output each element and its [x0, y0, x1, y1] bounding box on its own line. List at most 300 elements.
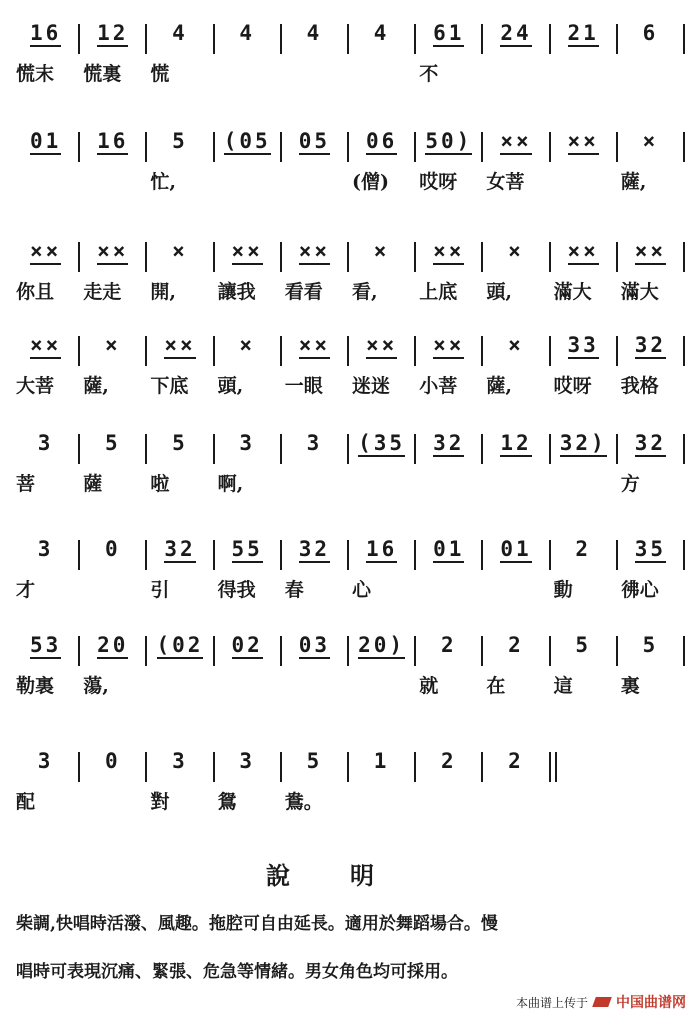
measure-notes: 3	[37, 537, 54, 561]
bar-line	[414, 434, 416, 464]
measure	[81, 130, 144, 164]
bar-line	[145, 132, 147, 162]
measure	[417, 538, 480, 572]
measure-notes: ××	[567, 129, 599, 153]
measure-notes: 4	[306, 21, 323, 45]
lyric-syllable: 方	[620, 473, 640, 495]
measure-notes: 20)	[358, 633, 406, 657]
bar-line	[347, 242, 349, 272]
measure	[552, 334, 615, 368]
bar-line	[481, 540, 483, 570]
measure-notes: ×	[642, 129, 659, 153]
measure	[619, 634, 682, 668]
lyric-syllable: 看,	[352, 281, 378, 303]
bar-line	[481, 434, 483, 464]
measure-notes: 0	[104, 537, 121, 561]
lyric-syllable: 你且	[16, 281, 55, 303]
bar-line	[78, 242, 80, 272]
measure-notes: 35	[634, 537, 667, 561]
measure	[552, 634, 615, 668]
measure-notes: 3	[172, 749, 188, 773]
lyric-syllable: 忙,	[150, 171, 177, 193]
bar-line	[616, 434, 618, 464]
measure-notes: 12	[97, 21, 129, 45]
measure	[484, 22, 547, 56]
lyric-syllable: 配	[16, 791, 36, 813]
measure	[14, 538, 77, 572]
measure-notes: ××	[97, 239, 129, 263]
bar-line	[616, 540, 618, 570]
measure	[552, 432, 615, 466]
lyrics-row	[14, 166, 694, 200]
measure-notes: 2	[575, 537, 592, 561]
measure	[148, 334, 211, 368]
measure-notes: 32	[634, 333, 667, 357]
bar-line	[481, 24, 483, 54]
measure-notes: ×	[104, 333, 121, 357]
lyric-syllable: 不	[419, 63, 439, 85]
bar-line	[549, 336, 551, 366]
measure	[350, 22, 413, 56]
measure	[350, 750, 413, 784]
measure-notes: 2	[508, 633, 524, 657]
measure	[14, 750, 77, 784]
lyric-syllable: 上底	[419, 281, 458, 303]
bar-line	[549, 752, 551, 782]
measure	[81, 538, 144, 572]
measure	[14, 634, 77, 668]
measure	[283, 22, 346, 56]
lyric-syllable: (僧)	[352, 171, 389, 193]
lyric-syllable: 蕩,	[83, 675, 109, 697]
measure-notes: 0	[104, 749, 121, 773]
lyrics-row	[14, 276, 694, 310]
measure-notes: 32)	[559, 431, 607, 455]
measure	[148, 432, 211, 466]
measure	[619, 538, 682, 572]
measure-notes: 61	[433, 21, 465, 45]
bar-line	[414, 24, 416, 54]
lyric-syllable: 啊,	[217, 473, 244, 495]
notes-row	[14, 236, 694, 276]
bar-line	[78, 132, 80, 162]
lyrics-row	[14, 574, 694, 608]
bar-line	[683, 434, 685, 464]
lyric-syllable: 薩	[83, 473, 103, 495]
measure	[619, 240, 682, 274]
measure-notes: 3	[37, 431, 54, 455]
score-system	[14, 236, 694, 310]
lyric-syllable: 走走	[83, 281, 122, 303]
notes-row	[14, 630, 694, 670]
measure-notes: 3	[239, 431, 256, 455]
lyric-syllable: 薩,	[486, 375, 513, 397]
measure-notes: ×	[172, 239, 188, 263]
measure	[283, 634, 346, 668]
lyric-syllable: 啦	[150, 473, 170, 495]
bar-line	[213, 636, 215, 666]
measure	[417, 432, 480, 466]
measure-notes: ××	[365, 333, 398, 357]
lyric-syllable: 勒裏	[16, 675, 55, 697]
bar-line	[78, 752, 80, 782]
lyric-syllable: 對	[150, 791, 170, 813]
measure	[14, 130, 77, 164]
bar-line	[280, 752, 282, 782]
bar-line	[347, 132, 349, 162]
measure-notes: ××	[29, 333, 62, 357]
lyric-syllable: 裏	[620, 675, 640, 697]
measure	[216, 22, 279, 56]
score-system	[14, 126, 694, 200]
measure-notes: 6	[642, 21, 659, 45]
bar-line	[347, 24, 349, 54]
bar-line	[549, 242, 551, 272]
measure	[619, 432, 682, 466]
lyric-syllable: 菩	[16, 473, 36, 495]
measure	[14, 432, 77, 466]
measure-notes: ×	[239, 333, 256, 357]
lyric-syllable: 看看	[284, 281, 323, 303]
measure	[619, 22, 682, 56]
bar-line	[414, 752, 416, 782]
lyric-syllable: 開,	[150, 281, 177, 303]
measure	[484, 334, 547, 368]
measure-notes: 3	[306, 431, 323, 455]
measure-notes: 53	[29, 633, 62, 657]
bar-line	[280, 242, 282, 272]
measure-notes: ×	[373, 239, 390, 263]
bar-line	[481, 242, 483, 272]
measure	[216, 334, 279, 368]
score-system	[14, 330, 694, 404]
bar-line	[481, 752, 483, 782]
bar-line	[683, 24, 685, 54]
measure-notes: 2	[508, 749, 524, 773]
bar-line	[280, 132, 282, 162]
measure-notes: ××	[29, 239, 62, 263]
measure-notes: ××	[298, 333, 331, 357]
lyric-syllable: 鴦。	[284, 791, 323, 813]
lyrics-row	[14, 370, 694, 404]
lyric-syllable: 引	[150, 579, 170, 601]
bar-line	[414, 132, 416, 162]
lyric-syllable: 小菩	[419, 375, 458, 397]
measure	[81, 334, 144, 368]
bar-line	[145, 540, 147, 570]
bar-line	[213, 242, 215, 272]
measure	[216, 240, 279, 274]
measure-notes: 03	[298, 633, 331, 657]
measure	[417, 634, 480, 668]
measure-notes: 5	[575, 633, 592, 657]
lyric-syllable: 女菩	[486, 171, 525, 193]
measure	[350, 432, 413, 466]
measure-notes: 21	[567, 21, 599, 45]
measure-notes: 32	[634, 431, 667, 455]
measure	[417, 22, 480, 56]
bar-line	[280, 434, 282, 464]
bar-line	[347, 636, 349, 666]
explanation-line-1: 柴調,快唱時活潑、風趣。拖腔可自由延長。適用於舞蹈場合。慢	[16, 914, 498, 934]
measure	[148, 538, 211, 572]
measure-notes: 5	[306, 749, 323, 773]
measure-notes: 32	[164, 537, 196, 561]
section-title: 說明	[266, 861, 434, 890]
bar-line	[481, 636, 483, 666]
bar-line	[549, 132, 551, 162]
measure-notes: 4	[239, 21, 256, 45]
bar-line	[213, 752, 215, 782]
measure-notes: 16	[29, 21, 62, 45]
bar-line	[616, 24, 618, 54]
measure-notes: 02	[231, 633, 263, 657]
measure	[417, 240, 480, 274]
measure	[484, 634, 547, 668]
measure	[81, 432, 144, 466]
lyric-syllable: 就	[419, 675, 439, 697]
notes-row	[14, 18, 694, 58]
bar-line	[78, 336, 80, 366]
bar-line	[213, 24, 215, 54]
bar-line	[213, 132, 215, 162]
measure-notes: 3	[37, 749, 54, 773]
measure-notes: 2	[440, 749, 457, 773]
bar-line	[549, 24, 551, 54]
measure	[216, 130, 279, 164]
measure	[350, 130, 413, 164]
lyric-syllable: 下底	[150, 375, 189, 397]
bar-line	[78, 24, 80, 54]
lyric-syllable: 哎呀	[419, 171, 458, 193]
bar-line	[280, 540, 282, 570]
measure	[552, 240, 615, 274]
measure	[283, 538, 346, 572]
lyric-syllable: 得我	[217, 579, 256, 601]
measure-notes: (35	[358, 431, 406, 455]
measure-notes: 01	[29, 129, 62, 153]
measure-notes: ××	[433, 333, 465, 357]
measure	[14, 334, 77, 368]
measure	[148, 750, 211, 784]
measure	[484, 538, 547, 572]
measure-notes: 1	[373, 749, 390, 773]
measure-notes: 16	[97, 129, 129, 153]
measure	[283, 432, 346, 466]
lyric-syllable: 大菩	[16, 375, 55, 397]
bar-line	[145, 752, 147, 782]
footer-site-link[interactable]: 中国曲谱网	[616, 995, 686, 1011]
bar-line	[414, 336, 416, 366]
lyric-syllable: 才	[16, 579, 36, 601]
lyric-syllable: 在	[486, 675, 506, 697]
bar-line	[616, 132, 618, 162]
bar-line	[683, 242, 685, 272]
measure	[216, 432, 279, 466]
lyric-syllable: 迷迷	[352, 375, 391, 397]
measure	[350, 634, 413, 668]
notes-row	[14, 534, 694, 574]
bar-line	[414, 636, 416, 666]
bar-line	[347, 336, 349, 366]
measure-notes: 12	[500, 431, 532, 455]
measure	[350, 334, 413, 368]
bar-line	[145, 636, 147, 666]
measure-notes: ×	[508, 333, 524, 357]
measure-notes: 01	[500, 537, 532, 561]
measure	[81, 240, 144, 274]
measure-notes: ××	[433, 239, 465, 263]
measure	[552, 538, 615, 572]
measure-notes: 5	[172, 431, 188, 455]
bar-line	[213, 336, 215, 366]
measure-notes: 06	[365, 129, 398, 153]
lyric-syllable: 讓我	[217, 281, 256, 303]
bar-line	[280, 336, 282, 366]
measure-notes: 2	[440, 633, 457, 657]
measure	[619, 130, 682, 164]
measure-notes: 05	[298, 129, 331, 153]
bar-line	[549, 540, 551, 570]
lyrics-row	[14, 468, 694, 502]
bar-line	[280, 24, 282, 54]
measure	[148, 634, 211, 668]
lyric-syllable: 滿大	[553, 281, 592, 303]
lyric-syllable: 動	[553, 579, 573, 601]
bar-line	[145, 434, 147, 464]
measure	[484, 432, 547, 466]
bar-line	[616, 242, 618, 272]
measure-notes: 32	[298, 537, 331, 561]
measure	[350, 240, 413, 274]
measure	[350, 538, 413, 572]
bar-line	[481, 336, 483, 366]
measure-notes: ××	[634, 239, 667, 263]
score-system	[14, 746, 694, 820]
bar-line	[549, 434, 551, 464]
score-system	[14, 630, 694, 704]
measure	[484, 750, 547, 784]
measure-notes: 55	[231, 537, 263, 561]
measure	[552, 22, 615, 56]
measure	[148, 22, 211, 56]
bar-line	[683, 636, 685, 666]
measure-notes: 50)	[425, 129, 473, 153]
measure	[552, 130, 615, 164]
measure	[216, 634, 279, 668]
measure-notes: 4	[373, 21, 390, 45]
bar-line	[145, 24, 147, 54]
measure	[283, 750, 346, 784]
score-system	[14, 428, 694, 502]
bar-line	[683, 336, 685, 366]
lyric-syllable: 薩,	[620, 171, 647, 193]
bar-line	[145, 336, 147, 366]
lyrics-row	[14, 58, 694, 92]
measure-notes: ××	[164, 333, 196, 357]
measure	[81, 22, 144, 56]
lyric-syllable: 頭,	[486, 281, 513, 303]
measure-notes: 33	[567, 333, 599, 357]
measure	[283, 130, 346, 164]
bar-line	[616, 336, 618, 366]
bar-line	[414, 540, 416, 570]
bar-line	[616, 636, 618, 666]
measure-notes: ×	[508, 239, 524, 263]
measure	[148, 130, 211, 164]
lyric-syllable: 我格	[620, 375, 659, 397]
lyric-syllable: 這	[553, 675, 573, 697]
bar-line	[683, 132, 685, 162]
measure-notes: 5	[172, 129, 188, 153]
notes-row	[14, 126, 694, 166]
notes-row	[14, 746, 694, 786]
notes-row	[14, 428, 694, 468]
measure	[283, 240, 346, 274]
bar-line	[683, 540, 685, 570]
measure-notes: 32	[433, 431, 465, 455]
measure	[216, 750, 279, 784]
lyric-syllable: 慌裏	[83, 63, 122, 85]
bar-line	[213, 434, 215, 464]
footer-prefix: 本曲谱上传于	[515, 995, 588, 1010]
measure	[81, 634, 144, 668]
lyric-syllable: 一眼	[284, 375, 323, 397]
bar-line	[78, 540, 80, 570]
lyric-syllable: 慌	[150, 63, 170, 85]
notes-row	[14, 330, 694, 370]
bar-line	[78, 636, 80, 666]
measure	[417, 334, 480, 368]
bar-line	[78, 434, 80, 464]
site-logo-icon	[594, 995, 610, 1009]
bar-line	[549, 636, 551, 666]
measure-notes: (02	[156, 633, 204, 657]
measure	[81, 750, 144, 784]
lyric-syllable: 春	[284, 579, 304, 601]
measure	[484, 240, 547, 274]
measure-notes: 01	[433, 537, 465, 561]
lyric-syllable: 哎呀	[553, 375, 592, 397]
measure-notes: ××	[500, 129, 532, 153]
measure-notes: 16	[365, 537, 398, 561]
bar-line	[347, 434, 349, 464]
measure-notes: 5	[104, 431, 121, 455]
lyric-syllable: 薩,	[83, 375, 109, 397]
measure-notes: (05	[223, 129, 271, 153]
measure-notes: ××	[231, 239, 263, 263]
lyric-syllable: 彿心	[620, 579, 659, 601]
score-system	[14, 534, 694, 608]
lyrics-row	[14, 786, 694, 820]
measure-notes: 24	[500, 21, 532, 45]
measure	[417, 750, 480, 784]
measure	[216, 538, 279, 572]
measure	[283, 334, 346, 368]
measure-notes: 5	[642, 633, 659, 657]
bar-line	[481, 132, 483, 162]
measure	[484, 130, 547, 164]
measure-notes: 4	[172, 21, 188, 45]
measure	[417, 130, 480, 164]
lyric-syllable: 鴛	[217, 791, 237, 813]
lyric-syllable: 頭,	[217, 375, 244, 397]
footer	[516, 992, 686, 1012]
bar-line	[414, 242, 416, 272]
lyrics-row	[14, 670, 694, 704]
lyric-syllable: 滿大	[620, 281, 659, 303]
measure-notes: ××	[298, 239, 331, 263]
